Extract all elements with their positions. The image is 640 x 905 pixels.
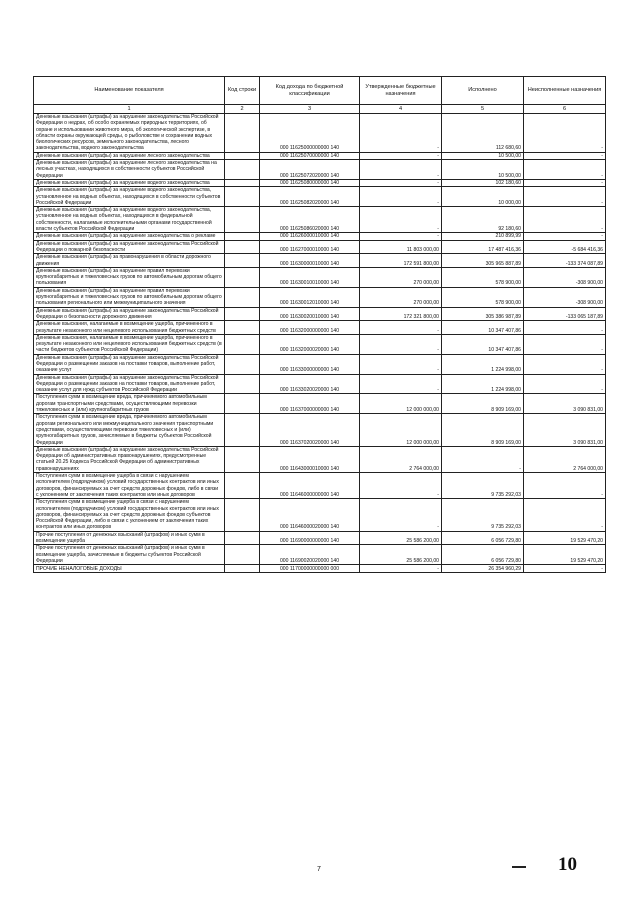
row-executed-cell: 10 500,00 <box>442 152 524 159</box>
row-code-cell <box>225 446 260 472</box>
row-executed-cell: 578 900,00 <box>442 287 524 307</box>
row-name-cell: Денежные взыскания (штрафы) за правонарушения в области дорожного движения <box>34 254 225 268</box>
row-bk-code-cell: 000 11630000010000 140 <box>260 254 360 268</box>
row-bk-code-cell: 000 11632000000000 140 <box>260 321 360 335</box>
column-number-row <box>34 105 606 114</box>
row-unexecuted-cell: - <box>524 374 606 394</box>
row-name-cell: Поступления сумм в возмещение вреда, причиняемого автомобильным дорогам транспортными средствами, осуществляющими перевозки тяжеловесных и (или) крупногабаритных грузов <box>34 394 225 414</box>
row-executed-cell: 1 224 998,00 <box>442 374 524 394</box>
col-name-header: Наименование показателя <box>34 77 225 105</box>
row-unexecuted-cell: - <box>524 187 606 207</box>
table-row <box>34 565 606 573</box>
column-number: 5 <box>442 105 524 114</box>
row-code-cell <box>225 160 260 180</box>
row-executed-cell: 26 354 960,29 <box>442 565 524 573</box>
row-unexecuted-cell: - <box>524 233 606 240</box>
row-name-cell: Денежные взыскания (штрафы) за нарушение законодательства Российской Федерации о пожарной безопасности <box>34 240 225 254</box>
row-approved-cell: - <box>360 354 442 374</box>
column-number: 3 <box>260 105 360 114</box>
col-bk-header: Код дохода по бюджетной классификации <box>260 77 360 105</box>
row-approved-cell: 172 321 800,00 <box>360 307 442 321</box>
row-name-cell: Прочие поступления от денежных взысканий (штрафов) и иных сумм в возмещение ущерба <box>34 531 225 545</box>
row-unexecuted-cell: 2 764 000,00 <box>524 446 606 472</box>
row-approved-cell: - <box>360 152 442 159</box>
row-code-cell <box>225 545 260 565</box>
row-code-cell <box>225 473 260 499</box>
row-code-cell <box>225 394 260 414</box>
row-approved-cell: 270 000,00 <box>360 267 442 287</box>
row-executed-cell: 17 487 416,36 <box>442 240 524 254</box>
row-executed-cell: 305 965 887,89 <box>442 254 524 268</box>
table-row <box>34 160 606 180</box>
table-row <box>34 499 606 531</box>
row-code-cell <box>225 531 260 545</box>
row-unexecuted-cell: 19 529 470,20 <box>524 545 606 565</box>
row-code-cell <box>225 152 260 159</box>
row-bk-code-cell: 000 11625072020000 140 <box>260 160 360 180</box>
row-executed-cell: 305 386 987,89 <box>442 307 524 321</box>
report-sheet <box>33 76 605 573</box>
table-row <box>34 254 606 268</box>
table-row <box>34 233 606 240</box>
row-name-cell: Денежные взыскания (штрафы) за нарушение законодательства Российской Федерации о размещении заказов на поставки товаров, выполнение работ, оказание услуг для нужд субъектов Российской Федерации <box>34 374 225 394</box>
row-unexecuted-cell: - <box>524 179 606 186</box>
row-approved-cell: - <box>360 187 442 207</box>
row-approved-cell: 172 591 800,00 <box>360 254 442 268</box>
row-executed-cell: - <box>442 446 524 472</box>
row-unexecuted-cell: - <box>524 473 606 499</box>
row-unexecuted-cell: 19 529 470,20 <box>524 531 606 545</box>
table-row <box>34 414 606 446</box>
row-unexecuted-cell: - <box>524 321 606 335</box>
row-bk-code-cell: 000 11690020020000 140 <box>260 545 360 565</box>
row-approved-cell: 270 000,00 <box>360 287 442 307</box>
row-unexecuted-cell: -308 900,00 <box>524 267 606 287</box>
row-code-cell <box>225 207 260 233</box>
row-code-cell <box>225 287 260 307</box>
row-bk-code-cell: 000 11625000000000 140 <box>260 114 360 153</box>
row-name-cell: Прочие поступления от денежных взысканий (штрафов) и иных сумм в возмещение ущерба, зачисляемые в бюджеты субъектов Российской Федерации <box>34 545 225 565</box>
row-unexecuted-cell: - <box>524 354 606 374</box>
row-unexecuted-cell: - <box>524 334 606 354</box>
table-row <box>34 321 606 335</box>
row-name-cell: Денежные взыскания (штрафы) за нарушение законодательства Российской Федерации о размещении заказов на поставки товаров, выполнение работ, оказание услуг <box>34 354 225 374</box>
row-bk-code-cell: 000 11630012010000 140 <box>260 287 360 307</box>
table-row <box>34 394 606 414</box>
row-approved-cell: - <box>360 233 442 240</box>
table-row <box>34 152 606 159</box>
row-code-cell <box>225 187 260 207</box>
row-executed-cell: 10 500,00 <box>442 160 524 180</box>
col-approved-header: Утвержденные бюджетные назначения <box>360 77 442 105</box>
row-code-cell <box>225 233 260 240</box>
row-executed-cell: 6 056 729,80 <box>442 545 524 565</box>
row-bk-code-cell: 000 11625086020000 140 <box>260 207 360 233</box>
table-body <box>34 114 606 573</box>
row-bk-code-cell: 000 11632000020000 140 <box>260 334 360 354</box>
row-executed-cell: 6 056 729,80 <box>442 531 524 545</box>
row-code-cell <box>225 565 260 573</box>
table-row <box>34 374 606 394</box>
row-unexecuted-cell: -5 684 416,36 <box>524 240 606 254</box>
row-approved-cell: 25 586 200,00 <box>360 545 442 565</box>
row-approved-cell: 11 803 000,00 <box>360 240 442 254</box>
row-name-cell: Поступления сумм в возмещение ущерба в связи с нарушением исполнителем (подрядчиком) условий государственных контрактов или иных договоров, финансируемых за счет средств дорожных фондов субъектов Российской Федерации, либо в связи с уклонением от заключения таких контрактов или иных договоров <box>34 499 225 531</box>
col-code-header: Код строки <box>225 77 260 105</box>
row-approved-cell: - <box>360 334 442 354</box>
table-row <box>34 207 606 233</box>
row-executed-cell: 10 000,00 <box>442 187 524 207</box>
column-number: 6 <box>524 105 606 114</box>
row-approved-cell: - <box>360 114 442 153</box>
row-approved-cell: 12 000 000,00 <box>360 394 442 414</box>
row-executed-cell: 8 909 169,00 <box>442 394 524 414</box>
row-bk-code-cell: 000 11646000020000 140 <box>260 499 360 531</box>
page-number: 7 <box>317 866 321 873</box>
row-code-cell <box>225 307 260 321</box>
row-approved-cell: - <box>360 179 442 186</box>
row-bk-code-cell: 000 11637020020000 140 <box>260 414 360 446</box>
row-code-cell <box>225 240 260 254</box>
column-number: 2 <box>225 105 260 114</box>
table-row <box>34 354 606 374</box>
row-executed-cell: 8 909 169,00 <box>442 414 524 446</box>
row-code-cell <box>225 267 260 287</box>
row-executed-cell: 9 735 292,03 <box>442 499 524 531</box>
row-approved-cell: 2 764 000,00 <box>360 446 442 472</box>
row-name-cell: Денежные взыскания (штрафы) за нарушение законодательства о рекламе <box>34 233 225 240</box>
col-executed-header: Исполнено <box>442 77 524 105</box>
budget-execution-table <box>33 76 606 573</box>
row-name-cell: Поступления сумм в возмещение ущерба в связи с нарушением исполнителем (подрядчиком) условий государственных контрактов или иных договоров, финансируемых за счет средств дорожных фондов, либо в связи с уклонением от заключения таких контрактов или иных договоров <box>34 473 225 499</box>
row-executed-cell: 578 900,00 <box>442 267 524 287</box>
row-approved-cell: - <box>360 374 442 394</box>
row-executed-cell: 1 224 998,00 <box>442 354 524 374</box>
table-row <box>34 473 606 499</box>
row-unexecuted-cell: - <box>524 499 606 531</box>
table-row <box>34 446 606 472</box>
table-row <box>34 334 606 354</box>
col-unexecuted-header: Неисполненные назначения <box>524 77 606 105</box>
row-code-cell <box>225 254 260 268</box>
row-name-cell: Денежные взыскания (штрафы) за нарушение водного законодательства, установленное на водных объектах, находящихся в собственности субъектов Российской Федерации <box>34 187 225 207</box>
row-executed-cell: 92 180,60 <box>442 207 524 233</box>
row-unexecuted-cell: - <box>524 114 606 153</box>
column-number: 1 <box>34 105 225 114</box>
table-row <box>34 307 606 321</box>
row-code-cell <box>225 321 260 335</box>
table-row <box>34 187 606 207</box>
row-name-cell: Денежные взыскания (штрафы) за нарушение законодательства Российской Федерации о безопасности дорожного движения <box>34 307 225 321</box>
row-code-cell <box>225 499 260 531</box>
row-approved-cell: - <box>360 565 442 573</box>
row-unexecuted-cell: -308 900,00 <box>524 287 606 307</box>
header-row <box>34 77 606 105</box>
row-executed-cell: 112 680,60 <box>442 114 524 153</box>
row-unexecuted-cell: 3 090 831,00 <box>524 414 606 446</box>
row-unexecuted-cell: - <box>524 160 606 180</box>
row-unexecuted-cell: - <box>524 565 606 573</box>
row-name-cell: Денежные взыскания (штрафы) за нарушение законодательства Российской Федерации об административных правонарушениях, предусмотренные статьей 20.25 Кодекса Российской Федерации об административных правонарушениях <box>34 446 225 472</box>
row-name-cell: Поступления сумм в возмещение вреда, причиняемого автомобильным дорогам регионального или межмуниципального значения транспортными средствами, осуществляющими перевозки тяжеловесных и (или) крупногабаритных грузов, зачисляемые в бюджеты субъектов Российской Федерации <box>34 414 225 446</box>
row-name-cell: Денежные взыскания (штрафы) за нарушение лесного законодательства на лесных участках, находящихся в собственности субъектов Российской Федерации <box>34 160 225 180</box>
row-name-cell: Денежные взыскания (штрафы) за нарушение законодательства Российской Федерации о недрах, об особо охраняемых природных территориях, об охране и использовании животного мира, об экологической экспертизе, в области охраны окружающей среды, о рыболовстве и сохранении водных биологических ресурсов, земельного законодательства, лесного законодательства, водного законодательства <box>34 114 225 153</box>
row-approved-cell: - <box>360 207 442 233</box>
table-row <box>34 531 606 545</box>
row-bk-code-cell: 000 11630010010000 140 <box>260 267 360 287</box>
row-name-cell: Денежные взыскания (штрафы) за нарушение лесного законодательства <box>34 152 225 159</box>
row-approved-cell: 12 000 000,00 <box>360 414 442 446</box>
row-bk-code-cell: 000 11643000010000 140 <box>260 446 360 472</box>
row-bk-code-cell: 000 11700000000000 000 <box>260 565 360 573</box>
row-code-cell <box>225 414 260 446</box>
row-name-cell: Денежные взыскания (штрафы) за нарушение правил перевозки крупногабаритных и тяжеловесных грузов по автомобильным дорогам общего пользования <box>34 267 225 287</box>
row-bk-code-cell: 000 11633000000000 140 <box>260 354 360 374</box>
row-bk-code-cell: 000 11690000000000 140 <box>260 531 360 545</box>
row-approved-cell: - <box>360 160 442 180</box>
row-bk-code-cell: 000 11637000000000 140 <box>260 394 360 414</box>
row-code-cell <box>225 374 260 394</box>
row-code-cell <box>225 354 260 374</box>
row-unexecuted-cell: 3 090 831,00 <box>524 394 606 414</box>
row-approved-cell: - <box>360 499 442 531</box>
table-row <box>34 267 606 287</box>
row-executed-cell: 10 347 407,86 <box>442 334 524 354</box>
row-executed-cell: 210 899,99 <box>442 233 524 240</box>
row-bk-code-cell: 000 11625082020000 140 <box>260 187 360 207</box>
row-approved-cell: 25 586 200,00 <box>360 531 442 545</box>
row-bk-code-cell: 000 11646000000000 140 <box>260 473 360 499</box>
row-name-cell: ПРОЧИЕ НЕНАЛОГОВЫЕ ДОХОДЫ <box>34 565 225 573</box>
row-bk-code-cell: 000 11633020020000 140 <box>260 374 360 394</box>
row-unexecuted-cell: -133 374 087,89 <box>524 254 606 268</box>
row-bk-code-cell: 000 11625070000000 140 <box>260 152 360 159</box>
row-executed-cell: 9 735 292,03 <box>442 473 524 499</box>
row-approved-cell: - <box>360 473 442 499</box>
row-bk-code-cell: 000 11625080000000 140 <box>260 179 360 186</box>
row-code-cell <box>225 114 260 153</box>
table-row <box>34 287 606 307</box>
table-row <box>34 240 606 254</box>
row-unexecuted-cell: -133 065 187,89 <box>524 307 606 321</box>
row-executed-cell: 102 180,60 <box>442 179 524 186</box>
row-name-cell: Денежные взыскания (штрафы) за нарушение водного законодательства, установленное на водных объектах, находящихся в федеральной собственности, налагаемые исполнительными органами государственной власти субъектов Российской Федерации <box>34 207 225 233</box>
row-bk-code-cell: 000 11630020010000 140 <box>260 307 360 321</box>
column-number: 4 <box>360 105 442 114</box>
row-bk-code-cell: 000 11626000010000 140 <box>260 233 360 240</box>
row-unexecuted-cell: - <box>524 152 606 159</box>
row-executed-cell: 10 347 407,86 <box>442 321 524 335</box>
table-row <box>34 114 606 153</box>
row-name-cell: Денежные взыскания (штрафы) за нарушение правил перевозки крупногабаритных и тяжеловесных грузов по автомобильным дорогам общего пользования регионального или межмуниципального значения <box>34 287 225 307</box>
table-row <box>34 545 606 565</box>
row-name-cell: Денежные взыскания (штрафы) за нарушение водного законодательства <box>34 179 225 186</box>
row-approved-cell: - <box>360 321 442 335</box>
page-mark-dash <box>512 866 526 868</box>
row-code-cell <box>225 334 260 354</box>
row-bk-code-cell: 000 11627000010000 140 <box>260 240 360 254</box>
row-code-cell <box>225 179 260 186</box>
row-unexecuted-cell: - <box>524 207 606 233</box>
row-name-cell: Денежные взыскания, налагаемые в возмещение ущерба, причиненного в результате незаконного или нецелевого использования бюджетных средств (в части бюджетов субъектов Российской Федерации) <box>34 334 225 354</box>
table-row <box>34 179 606 186</box>
row-name-cell: Денежные взыскания, налагаемые в возмещение ущерба, причиненного в результате незаконного или нецелевого использования бюджетных средств <box>34 321 225 335</box>
page-mark: 10 <box>558 854 577 875</box>
